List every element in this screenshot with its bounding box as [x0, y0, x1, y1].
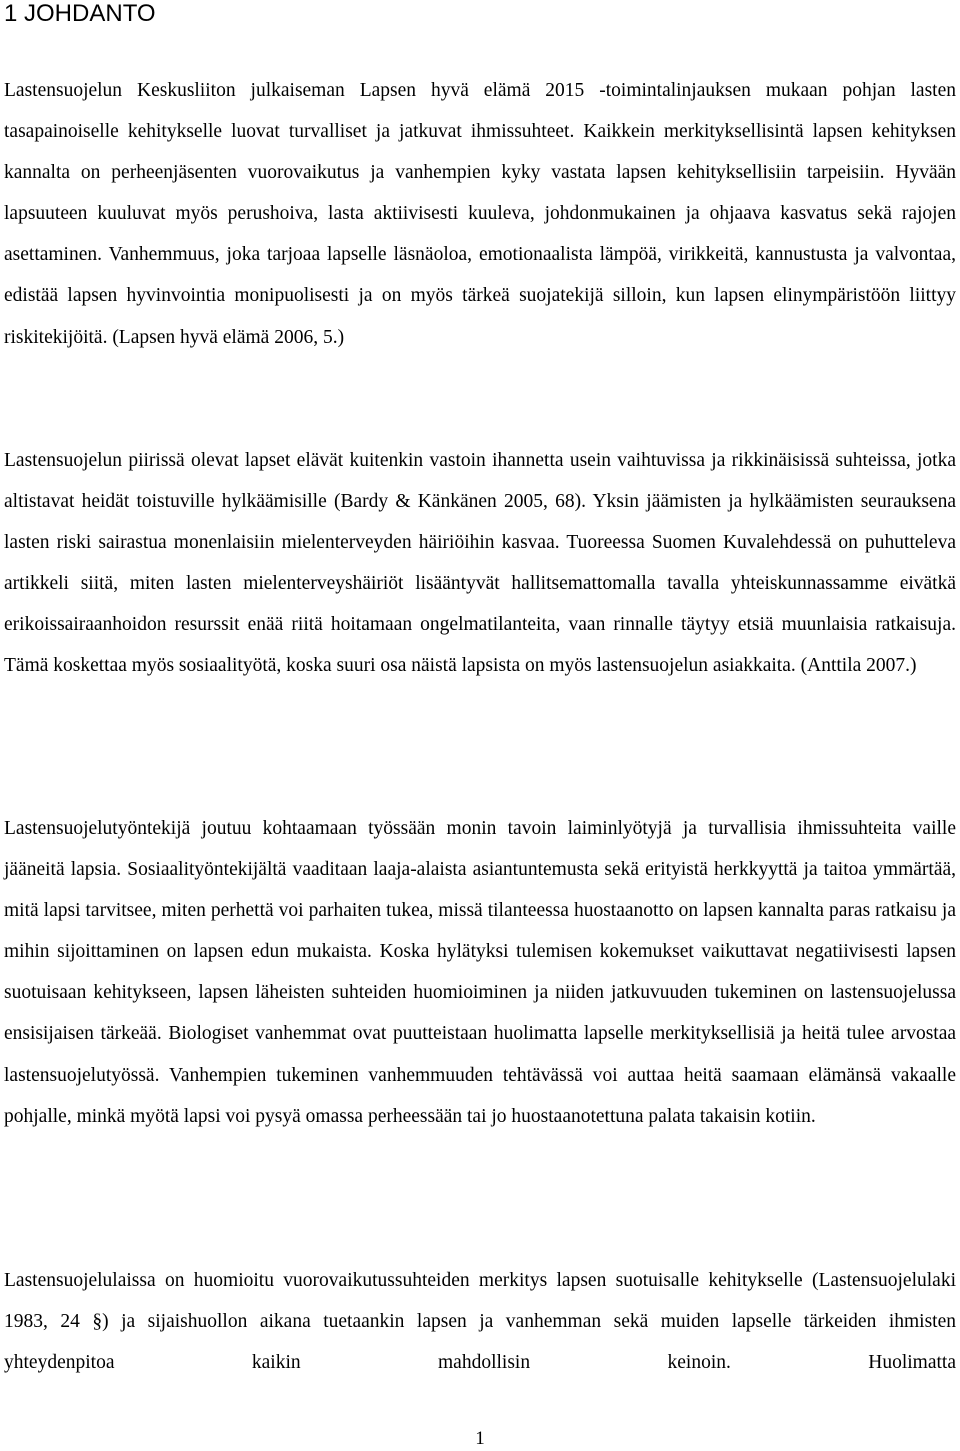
sentence: Sosiaalityöntekijältä vaaditaan laaja-alaista asiantuntemusta sekä erityistä herkkyyttä ja taitoa ymmärtää, mitä lapsi tarvitsee, miten perhettä voi parhaiten tukea, missä tilanteessa huostaanotto on lapsen kannalta paras ratkaisu ja mihin sijoittaminen on lapsen edun mukaista.	[4, 859, 957, 963]
chapter-heading: 1 JOHDANTO	[4, 0, 156, 27]
sentence: Lastensuojelutyöntekijä joutuu kohtaamaan työssään monin tavoin laiminlyötyjä ja turvallisia ihmissuhteita vaille jääneitä lapsia.	[4, 818, 956, 881]
sentence: Lastensuojelulaissa on huomioitu vuorovaikutussuhteiden merkitys lapsen suotuisalle kehitykselle (Lastensuojelulaki 1983, 24 §) ja sijaishuollon aikana tuetaankin lapsen ja vanhemman sekä muiden lapselle tärkeiden ihmisten yhteydenpitoa kaikin mahdollisin keinoin. Huolimatta	[4, 1270, 956, 1374]
sentence: Vanhempien tukeminen vanhemmuuden tehtävässä voi auttaa heitä saamaan elämänsä vakaalle pohjalle, minkä myötä lapsi voi pysyä omassa perheessään tai jo huostaanotettuna palata takaisin kotiin.	[4, 1064, 956, 1127]
sentence: Vanhemmuus, joka tarjoaa lapselle läsnäoloa, emotionaalista lämpöä, virikkeitä, kannustusta ja valvontaa, edistää lapsen hyvinvointia monipuolisesti ja on myös tärkeä suojatekijä silloin, kun lapsen elinympäristöön liittyy riskitekijöitä. (Lapsen hyvä elämä 2006, 5.)	[4, 244, 956, 348]
paragraph-1	[4, 70, 956, 358]
paragraph-4	[4, 1260, 956, 1383]
sentence: Hyvään lapsuuteen kuuluvat myös perushoiva, lasta aktiivisesti kuuleva, johdonmukainen ja ohjaava kasvatus sekä rajojen asettaminen.	[4, 162, 957, 266]
sentence: Yksin jäämisten ja hylkäämisten seurauksena lasten riski sairastua monenlaisiin mielenterveyden häiriöihin kasvaa.	[4, 491, 956, 554]
sentence: Tuoreessa Suomen Kuvalehdessä on puhutteleva artikkeli siitä, miten lasten mielenterveyshäiriöt lisääntyvät hallitsemattomalla tavalla yhteiskunnassamme eivätkä erikoissairaanhoidon resurssit enää riitä hoitamaan ongelmatilanteita, vaan rinnalle täytyy etsiä muunlaisia ratkaisuja.	[4, 532, 956, 636]
sentence: Tämä koskettaa myös sosiaalityötä, koska suuri osa näistä lapsista on myös lastensuojelun asiakkaita. (Anttila 2007.)	[4, 655, 917, 677]
paragraph-2	[4, 440, 956, 687]
sentence: Biologiset vanhemmat ovat puutteistaan huolimatta lapselle merkityksellisiä ja heitä tulee arvostaa lastensuojelutyössä.	[4, 1023, 957, 1086]
sentence: Koska hylätyksi tulemisen kokemukset vaikuttavat negatiivisesti lapsen suotuisaan kehitykseen, lapsen läheisten suhteiden huomioiminen ja niiden jatkuvuuden tukeminen on lastensuojelussa ensisijaisen tärkeää.	[4, 941, 957, 1045]
page-number: 1	[475, 1428, 485, 1449]
paragraph-3	[4, 808, 956, 1137]
sentence: Kaikkein merkityksellisintä lapsen kehityksen kannalta on perheenjäsenten vuorovaikutus ja vanhempien kyky vastata lapsen kehityksellisiin tarpeisiin.	[4, 121, 957, 184]
sentence: Lastensuojelun Keskusliiton julkaiseman Lapsen hyvä elämä 2015 -toimintalinjauksen mukaan pohjan lasten tasapainoiselle kehitykselle luovat turvalliset ja jatkuvat ihmissuhteet.	[4, 80, 956, 143]
sentence: Lastensuojelun piirissä olevat lapset elävät kuitenkin vastoin ihannetta usein vaihtuvissa ja rikkinäisissä suhteissa, jotka altistavat heidät toistuville hylkäämisille (Bardy & Känkänen 2005, 68).	[4, 450, 956, 513]
